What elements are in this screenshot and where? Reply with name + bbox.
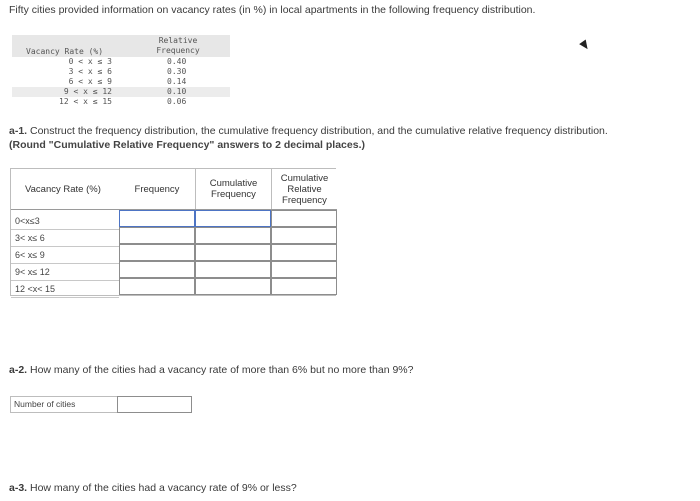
frequency-input[interactable] bbox=[119, 227, 195, 244]
cumulative-relative-frequency-input[interactable] bbox=[271, 227, 337, 244]
row-label: 9< x≤ 12 bbox=[11, 264, 119, 281]
col-header-vacancy-rate: Vacancy Rate (%) bbox=[25, 183, 101, 195]
cumulative-relative-frequency-input[interactable] bbox=[271, 261, 337, 278]
given-table-header bbox=[12, 35, 230, 57]
number-of-cities-input[interactable] bbox=[117, 396, 192, 413]
row-label: 12 <x< 15 bbox=[11, 281, 119, 298]
given-row: 12 < x ≤ 15 0.06 bbox=[59, 97, 187, 106]
cumulative-relative-frequency-input[interactable] bbox=[271, 278, 337, 295]
given-row: 3 < x ≤ 6 0.30 bbox=[68, 67, 187, 76]
cumulative-relative-frequency-input[interactable] bbox=[271, 244, 337, 261]
row-label: 3< x≤ 6 bbox=[11, 230, 119, 247]
given-row: 0 < x ≤ 3 0.40 bbox=[68, 57, 187, 66]
given-row: 6 < x ≤ 9 0.14 bbox=[68, 77, 187, 86]
frequency-input[interactable] bbox=[119, 278, 195, 295]
frequency-input[interactable] bbox=[119, 210, 195, 227]
col-header-cumulative-frequency: Cumulative Frequency bbox=[195, 169, 271, 209]
question-a1: a-1. Construct the frequency distribution, the cumulative frequency distribution, and the cumulative relative frequency distribution. (Round "Cumulative Relative Frequency" answers to 2 decimal places.) bbox=[9, 125, 608, 151]
cumulative-frequency-input[interactable] bbox=[195, 210, 271, 227]
row-label: 0<x≤3 bbox=[11, 213, 119, 230]
cumulative-frequency-input[interactable] bbox=[195, 244, 271, 261]
given-row: 9 < x ≤ 12 0.10 bbox=[12, 87, 230, 97]
question-a3: a-3. How many of the cities had a vacancy rate of 9% or less? bbox=[9, 482, 297, 494]
mouse-cursor-icon bbox=[579, 40, 591, 52]
cumulative-frequency-input[interactable] bbox=[195, 227, 271, 244]
given-col-relfreq: Relative Frequency bbox=[156, 36, 200, 55]
answer-table bbox=[10, 168, 336, 296]
frequency-input[interactable] bbox=[119, 244, 195, 261]
col-header-frequency: Frequency bbox=[134, 183, 180, 195]
col-header-cumulative-relative-frequency: Cumulative Relative Frequency bbox=[271, 169, 337, 209]
given-col-vacancy: Vacancy Rate (%) bbox=[26, 47, 104, 56]
cumulative-relative-frequency-input[interactable] bbox=[271, 210, 337, 227]
number-of-cities-label: Number of cities bbox=[10, 396, 118, 413]
problem-intro: Fifty cities provided information on vacancy rates (in %) in local apartments in the following frequency distribution. bbox=[9, 4, 536, 16]
question-a2: a-2. How many of the cities had a vacancy rate of more than 6% but no more than 9%? bbox=[9, 364, 414, 376]
cumulative-frequency-input[interactable] bbox=[195, 278, 271, 295]
cumulative-frequency-input[interactable] bbox=[195, 261, 271, 278]
given-frequency-table bbox=[12, 35, 230, 107]
row-label: 6< x≤ 9 bbox=[11, 247, 119, 264]
frequency-input[interactable] bbox=[119, 261, 195, 278]
rounding-note: (Round "Cumulative Relative Frequency" answers to 2 decimal places.) bbox=[9, 139, 365, 151]
